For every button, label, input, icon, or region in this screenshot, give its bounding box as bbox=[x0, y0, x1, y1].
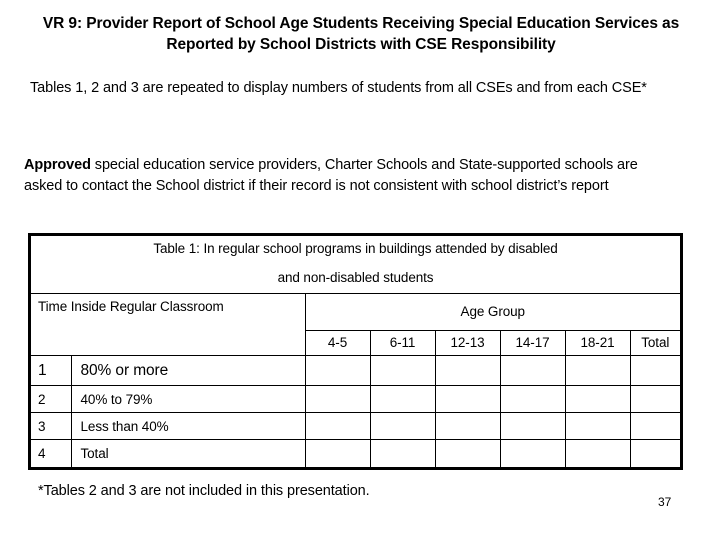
table-row bbox=[31, 440, 680, 467]
approved-paragraph-rest: special education service providers, Charter Schools and State-supported schools are asked to contact the School district if their record is not consistent with school district’s report bbox=[24, 157, 638, 195]
row-2-cell-14-17[interactable] bbox=[500, 413, 565, 440]
row-0-cell-14-17[interactable] bbox=[500, 355, 565, 385]
header-age-4-5: 4-5 bbox=[305, 330, 370, 355]
page-title-line-1: VR 9: Provider Report of School Age Students Receiving Special Education bbox=[42, 15, 591, 32]
row-label: Less than 40% bbox=[71, 413, 305, 440]
row-3-cell-total[interactable] bbox=[630, 440, 680, 467]
row-2-cell-12-13[interactable] bbox=[435, 413, 500, 440]
row-2-cell-6-11[interactable] bbox=[370, 413, 435, 440]
paragraph-approved-providers bbox=[24, 155, 676, 197]
row-3-cell-18-21[interactable] bbox=[565, 440, 630, 467]
header-age-total: Total bbox=[630, 330, 680, 355]
row-1-cell-14-17[interactable] bbox=[500, 386, 565, 413]
row-0-cell-total[interactable] bbox=[630, 355, 680, 385]
row-3-cell-12-13[interactable] bbox=[435, 440, 500, 467]
header-age-18-21: 18-21 bbox=[565, 330, 630, 355]
row-1-cell-4-5[interactable] bbox=[305, 386, 370, 413]
table-1-container bbox=[28, 233, 683, 470]
header-age-6-11: 6-11 bbox=[370, 330, 435, 355]
row-number: 4 bbox=[31, 440, 71, 467]
row-1-cell-18-21[interactable] bbox=[565, 386, 630, 413]
table-caption-row bbox=[31, 236, 680, 293]
page-title bbox=[28, 14, 694, 56]
row-3-cell-4-5[interactable] bbox=[305, 440, 370, 467]
header-age-14-17: 14-17 bbox=[500, 330, 565, 355]
row-3-cell-14-17[interactable] bbox=[500, 440, 565, 467]
row-number: 3 bbox=[31, 413, 71, 440]
paragraph-tables-repeated: Tables 1, 2 and 3 are repeated to display numbers of students from all CSEs and from each CSE* bbox=[30, 80, 647, 96]
table-caption-cell bbox=[31, 236, 680, 293]
header-time-inside-regular-classroom: Time Inside Regular Classroom bbox=[31, 293, 305, 355]
row-label: 80% or more bbox=[71, 355, 305, 385]
row-number: 2 bbox=[31, 386, 71, 413]
row-0-cell-6-11[interactable] bbox=[370, 355, 435, 385]
header-age-12-13: 12-13 bbox=[435, 330, 500, 355]
approved-keyword: Approved bbox=[24, 157, 91, 173]
row-0-cell-4-5[interactable] bbox=[305, 355, 370, 385]
row-2-cell-total[interactable] bbox=[630, 413, 680, 440]
row-label: 40% to 79% bbox=[71, 386, 305, 413]
row-1-cell-12-13[interactable] bbox=[435, 386, 500, 413]
table-row bbox=[31, 413, 680, 440]
row-0-cell-18-21[interactable] bbox=[565, 355, 630, 385]
page-number: 37 bbox=[658, 495, 672, 509]
row-1-cell-total[interactable] bbox=[630, 386, 680, 413]
footnote: *Tables 2 and 3 are not included in this presentation. bbox=[38, 483, 370, 499]
row-3-cell-6-11[interactable] bbox=[370, 440, 435, 467]
page-title-line-2: Services as Reported by School Districts with CSE Responsibility bbox=[166, 15, 680, 53]
table-header-row-1 bbox=[31, 293, 680, 330]
row-number: 1 bbox=[31, 355, 71, 385]
row-2-cell-18-21[interactable] bbox=[565, 413, 630, 440]
table-caption-line-1: Table 1: In regular school programs in buildings attended by disabled bbox=[153, 241, 558, 256]
row-label: Total bbox=[71, 440, 305, 467]
header-age-group: Age Group bbox=[305, 293, 680, 330]
table-caption-line-2: and non-disabled students bbox=[277, 269, 434, 285]
row-2-cell-4-5[interactable] bbox=[305, 413, 370, 440]
table-1 bbox=[31, 236, 680, 467]
row-0-cell-12-13[interactable] bbox=[435, 355, 500, 385]
table-row bbox=[31, 355, 680, 385]
table-row bbox=[31, 386, 680, 413]
row-1-cell-6-11[interactable] bbox=[370, 386, 435, 413]
